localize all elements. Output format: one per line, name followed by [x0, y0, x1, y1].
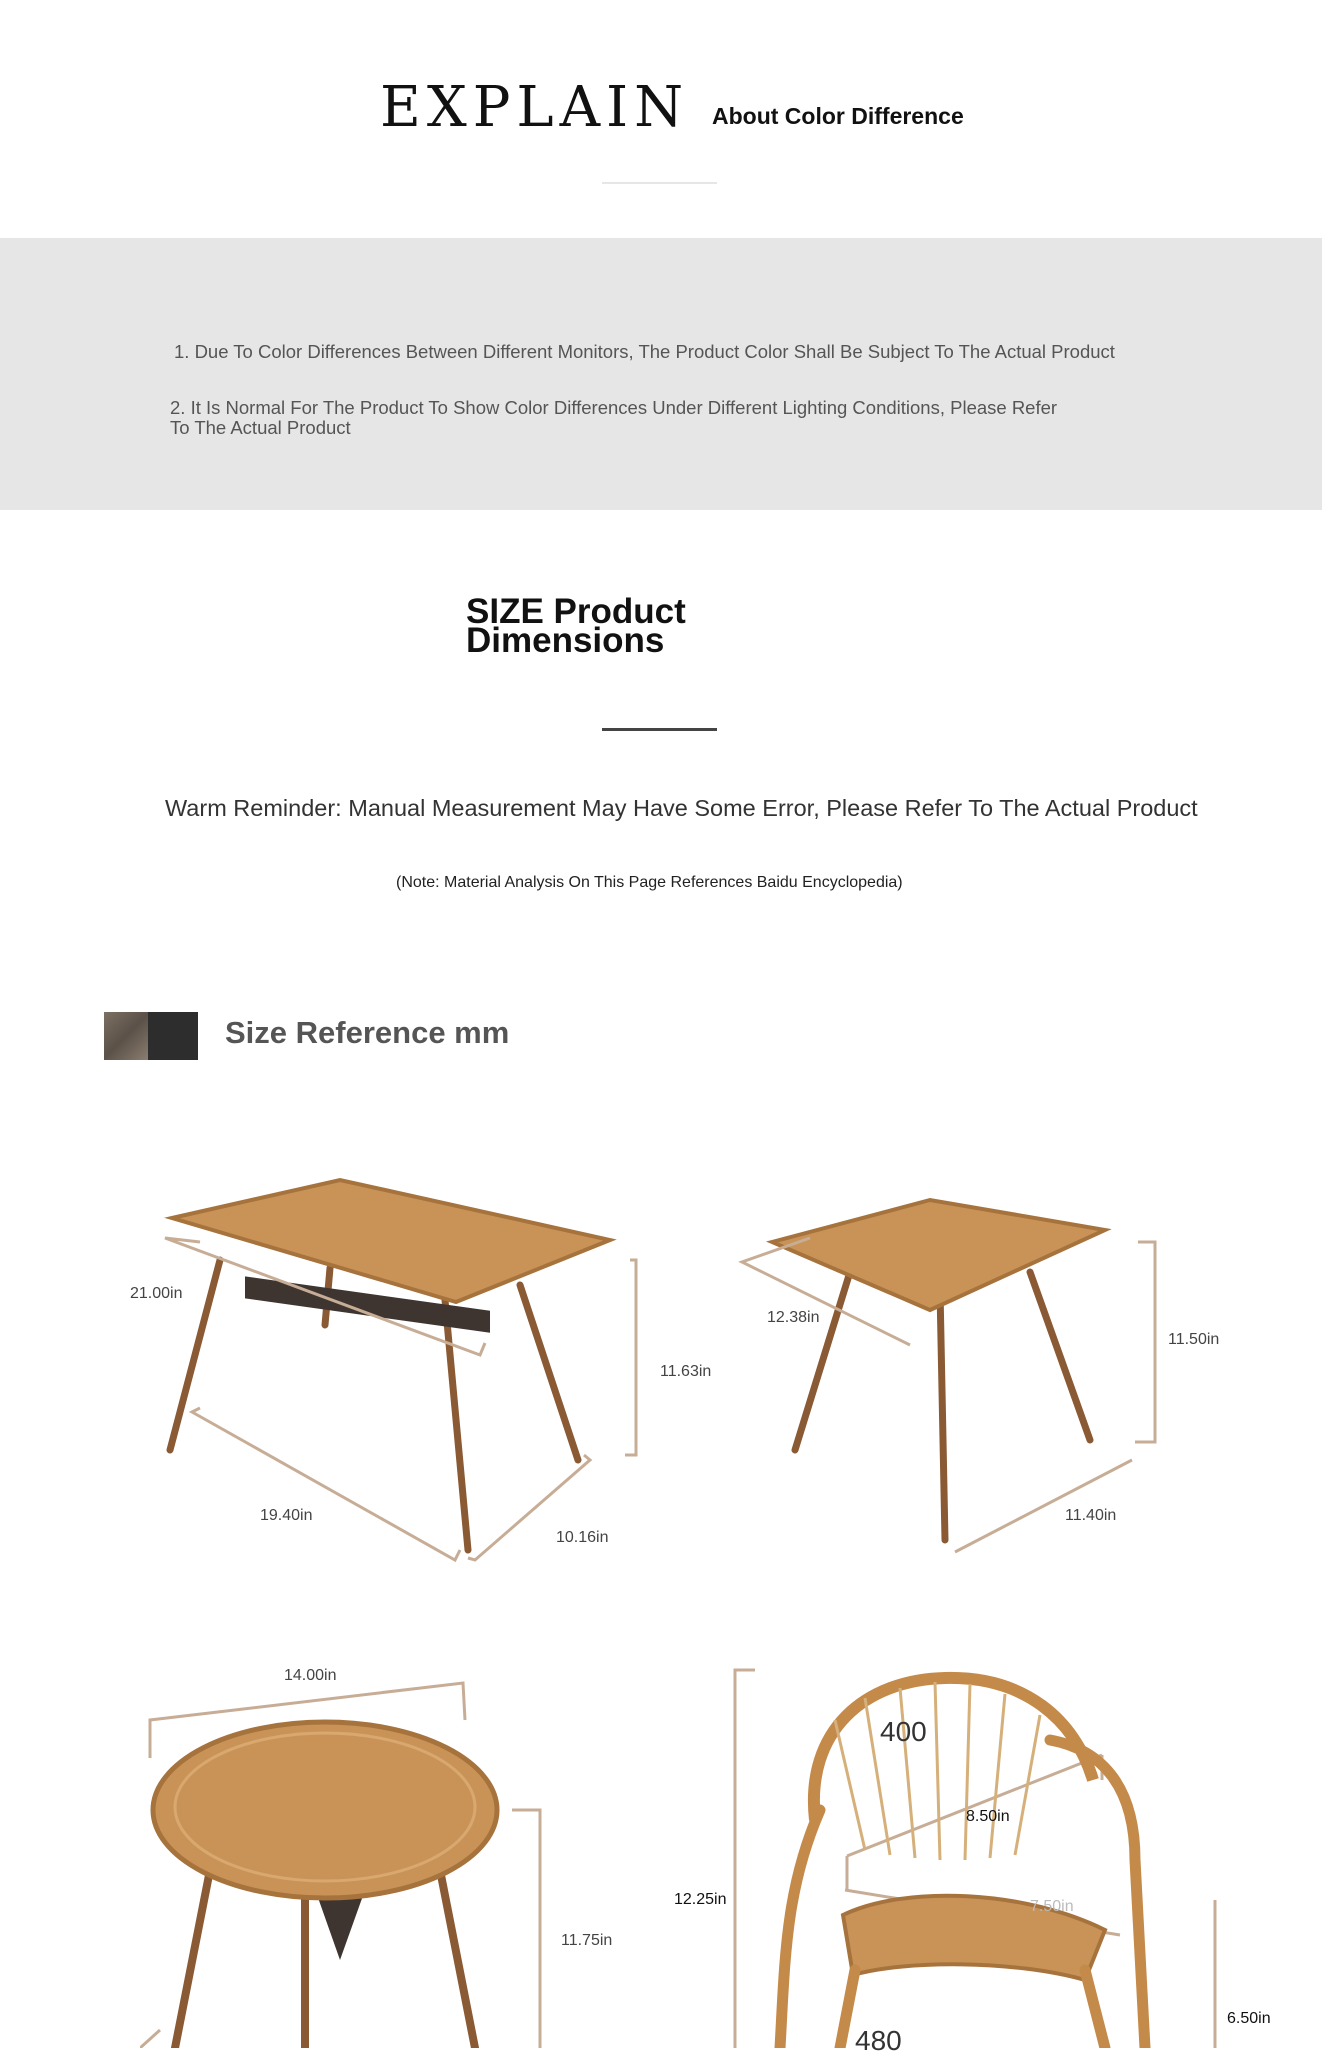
rect-table-top [172, 1180, 610, 1302]
chair-arms-legs [780, 1740, 1145, 2048]
size-title: SIZE Product Dimensions [466, 592, 686, 660]
warm-reminder: Warm Reminder: Manual Measurement May Have Some Error, Please Refer To The Actual Product [165, 795, 1198, 821]
color-swatch [104, 1012, 198, 1060]
square-table-top [772, 1200, 1105, 1310]
chair-backrest-weave [835, 1682, 1040, 1860]
chair-mm-bottom: 480 [855, 2025, 902, 2056]
color-note-2: 2. It Is Normal For The Product To Show Color Differences Under Different Lighting Conditions, Please Refer To The Actual Product [170, 397, 1058, 438]
chair-backrest-frame [814, 1678, 1093, 1820]
round-table-diameter-label: 14.00in [284, 1667, 337, 1684]
chair-seat-height-label: 6.50in [1227, 2010, 1271, 2027]
divider [602, 728, 717, 731]
size-reference-label: Size Reference mm [225, 1015, 510, 1050]
chair-image [725, 1660, 1225, 2048]
divider [602, 182, 717, 184]
section-subtitle: About Color Difference [712, 103, 964, 129]
square-table-height-label: 11.50in [1168, 1331, 1220, 1348]
color-notes-band [0, 238, 1322, 510]
rect-table-depth-label: 10.16in [556, 1529, 609, 1546]
chair-back-label: 8.50in [966, 1808, 1010, 1825]
rect-table-height-label: 11.63in [660, 1363, 712, 1380]
rect-table-image [100, 1150, 660, 1580]
square-table-image [730, 1180, 1170, 1560]
swatch-dark [148, 1012, 198, 1060]
round-table-image [140, 1670, 600, 2048]
chair-seat-label: 7.50in [1030, 1898, 1074, 1915]
square-table-depth-label: 11.40in [1065, 1507, 1117, 1524]
rect-table-length-label: 19.40in [260, 1507, 313, 1524]
chair-height-label: 12.25in [674, 1891, 727, 1908]
square-table-legs [795, 1272, 1090, 1540]
square-table-width-label: 12.38in [767, 1309, 820, 1326]
round-table-height-label: 11.75in [561, 1932, 613, 1949]
swatch-brown [104, 1012, 148, 1060]
explain-logo: EXPLAIN [380, 75, 690, 140]
round-table-top [153, 1722, 497, 1898]
rect-table-width-label: 21.00in [130, 1285, 183, 1302]
color-note-1: 1. Due To Color Differences Between Different Monitors, The Product Color Shall Be Subject To The Actual Product [174, 341, 1115, 362]
chair-mm-back: 400 [880, 1716, 927, 1747]
material-note: (Note: Material Analysis On This Page References Baidu Encyclopedia) [396, 874, 903, 891]
